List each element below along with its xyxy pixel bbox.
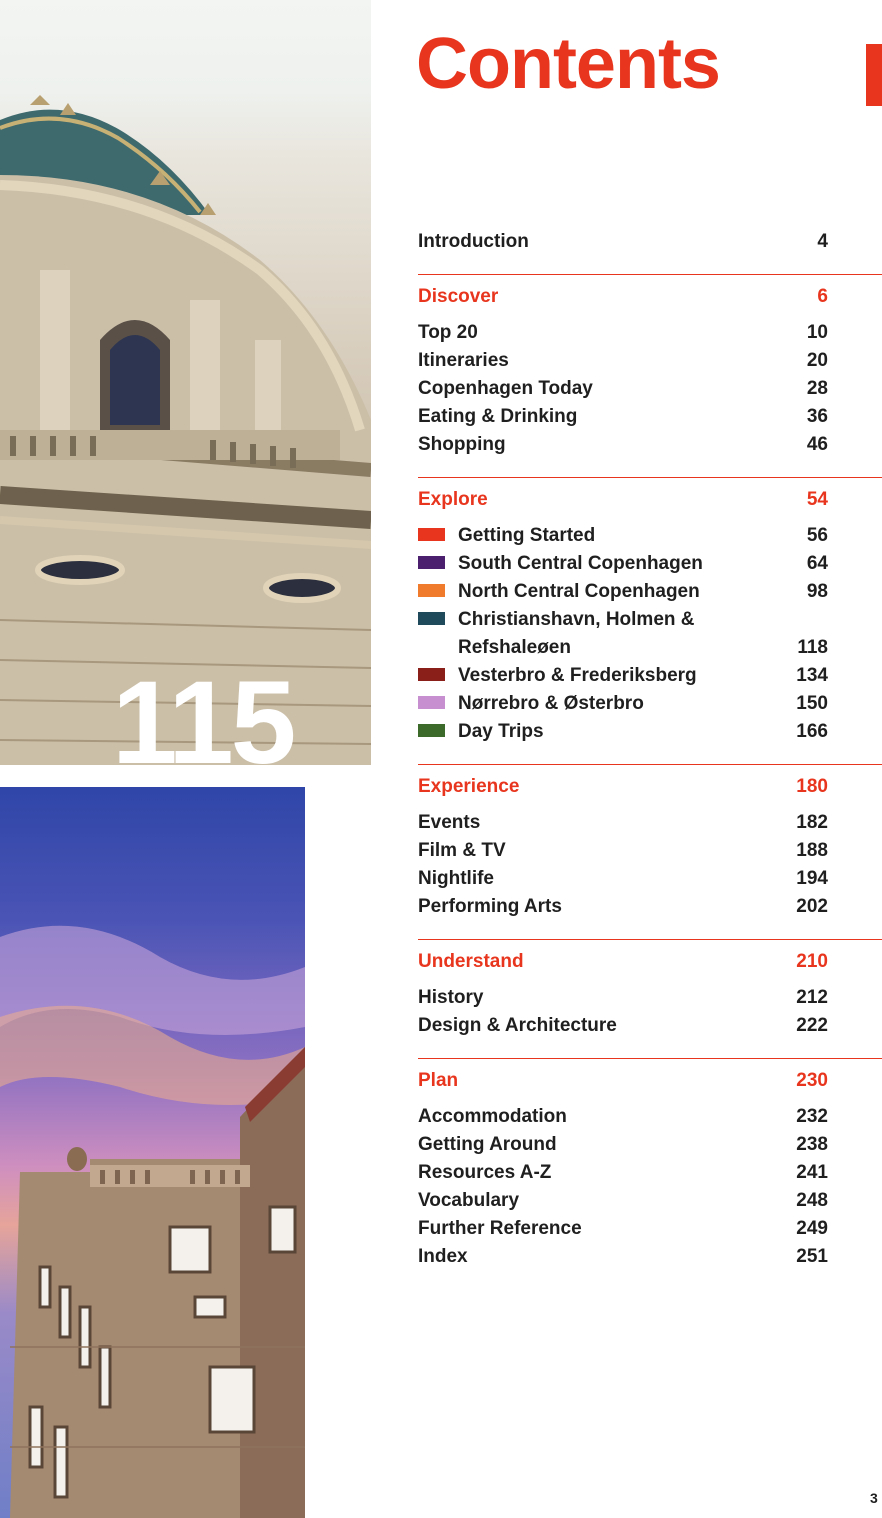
entry-page: 238: [796, 1134, 828, 1155]
section-understand: [418, 940, 828, 1058]
section-title: Explore: [418, 489, 488, 510]
table-of-contents: [418, 228, 828, 1289]
entry-page: 64: [806, 553, 828, 574]
entry-page: 248: [796, 1190, 828, 1211]
section-discover: [418, 275, 828, 477]
entry-page: 150: [796, 693, 828, 714]
entry-page: 118: [797, 637, 828, 658]
entry-label: Top 20: [418, 322, 478, 343]
section-heading-understand[interactable]: [418, 948, 828, 976]
entry-label: Christianshavn, Holmen &: [458, 609, 695, 630]
toc-entry[interactable]: [418, 984, 828, 1012]
toc-entry-area[interactable]: [418, 690, 828, 718]
entry-page: 134: [796, 665, 828, 686]
entry-label-continued: Refshaleøen: [458, 637, 571, 658]
page-title: Contents: [416, 24, 720, 104]
area-color-swatch: [418, 668, 445, 681]
entry-page: 251: [796, 1246, 828, 1267]
entry-page: 46: [806, 434, 828, 455]
toc-entry-area[interactable]: [418, 662, 828, 690]
toc-entry[interactable]: [418, 1215, 828, 1243]
toc-entry[interactable]: [418, 809, 828, 837]
section-page: 210: [796, 951, 828, 972]
entry-label: Events: [418, 812, 481, 833]
section-heading-plan[interactable]: [418, 1067, 828, 1095]
entry-page: 232: [796, 1106, 828, 1127]
entry-label: Copenhagen Today: [418, 378, 593, 399]
entry-label: Film & TV: [418, 840, 506, 861]
entry-label: South Central Copenhagen: [458, 553, 703, 574]
photo-page-number: 115: [112, 664, 294, 765]
section-page: 6: [817, 286, 828, 307]
section-heading-discover[interactable]: [418, 283, 828, 311]
entry-page: 20: [806, 350, 828, 371]
area-color-swatch: [418, 612, 445, 625]
toc-entry[interactable]: [418, 1012, 828, 1040]
entry-label: Vocabulary: [418, 1190, 520, 1211]
section-page: 230: [796, 1070, 828, 1091]
section-title: Discover: [418, 286, 499, 307]
entry-label: History: [418, 987, 484, 1008]
entry-page: 10: [806, 322, 828, 343]
section-page: 54: [806, 489, 828, 510]
toc-entry[interactable]: [418, 1103, 828, 1131]
toc-entry-area[interactable]: [418, 578, 828, 606]
entry-label: Performing Arts: [418, 896, 562, 917]
toc-entry[interactable]: [418, 893, 828, 921]
entry-page: 56: [806, 525, 828, 546]
building-sunset-photo: [0, 787, 305, 1518]
toc-entry[interactable]: [418, 1187, 828, 1215]
area-color-swatch: [418, 724, 445, 737]
entry-label: Vesterbro & Frederiksberg: [458, 665, 697, 686]
section-title: Understand: [418, 951, 524, 972]
entry-page: 249: [796, 1218, 828, 1239]
entry-label: Nightlife: [418, 868, 494, 889]
entry-label: Resources A-Z: [418, 1162, 552, 1183]
toc-entry[interactable]: [418, 865, 828, 893]
folio-page-number: 3: [870, 1490, 878, 1506]
entry-label: Introduction: [418, 231, 529, 252]
toc-entry[interactable]: [418, 837, 828, 865]
entry-label: Index: [418, 1246, 468, 1267]
entry-page: 202: [796, 896, 828, 917]
area-color-swatch: [418, 584, 445, 597]
entry-label: North Central Copenhagen: [458, 581, 700, 602]
section-title: Experience: [418, 776, 520, 797]
toc-entry-introduction[interactable]: [418, 228, 828, 256]
entry-page: 4: [817, 231, 828, 252]
building-sunset-illustration: [0, 787, 305, 1518]
entry-page: 28: [806, 378, 828, 399]
toc-entry[interactable]: [418, 1243, 828, 1271]
entry-page: 166: [796, 721, 828, 742]
entry-label: Nørrebro & Østerbro: [458, 693, 644, 714]
entry-label: Getting Around: [418, 1134, 557, 1155]
entry-label: Design & Architecture: [418, 1015, 617, 1036]
entry-label: Shopping: [418, 434, 506, 455]
toc-entry[interactable]: [418, 1159, 828, 1187]
section-title: Plan: [418, 1070, 459, 1091]
toc-entry-area[interactable]: [418, 550, 828, 578]
section-heading-experience[interactable]: [418, 773, 828, 801]
entry-label: Getting Started: [458, 525, 596, 546]
entry-page: 182: [796, 812, 828, 833]
section-explore: [418, 478, 828, 764]
toc-entry[interactable]: [418, 403, 828, 431]
toc-entry[interactable]: [418, 347, 828, 375]
section-heading-explore[interactable]: [418, 486, 828, 514]
entry-page: 222: [796, 1015, 828, 1036]
toc-entry[interactable]: [418, 375, 828, 403]
entry-label: Further Reference: [418, 1218, 582, 1239]
toc-entry-area[interactable]: [418, 522, 828, 550]
section-page: 180: [796, 776, 828, 797]
section-plan: [418, 1059, 828, 1289]
toc-entry[interactable]: [418, 1131, 828, 1159]
entry-label: Eating & Drinking: [418, 406, 578, 427]
entry-label: Day Trips: [458, 721, 544, 742]
area-color-swatch: [418, 528, 445, 541]
area-color-swatch: [418, 696, 445, 709]
toc-entry-area[interactable]: [418, 718, 828, 746]
section-experience: [418, 765, 828, 939]
toc-entry[interactable]: [418, 319, 828, 347]
entry-label: Itineraries: [418, 350, 509, 371]
entry-page: 188: [796, 840, 828, 861]
toc-intro: [418, 228, 828, 274]
entry-page: 194: [796, 868, 828, 889]
entry-page: 212: [796, 987, 828, 1008]
area-color-swatch: [418, 556, 445, 569]
toc-entry-area[interactable]: [418, 606, 828, 662]
church-dome-photo: [0, 0, 371, 765]
entry-page: 241: [796, 1162, 828, 1183]
entry-label: Accommodation: [418, 1106, 567, 1127]
chapter-edge-tab: [866, 44, 882, 106]
entry-page: 98: [806, 581, 828, 602]
church-dome-illustration: [0, 0, 371, 765]
toc-entry[interactable]: [418, 431, 828, 459]
entry-page: 36: [806, 406, 828, 427]
